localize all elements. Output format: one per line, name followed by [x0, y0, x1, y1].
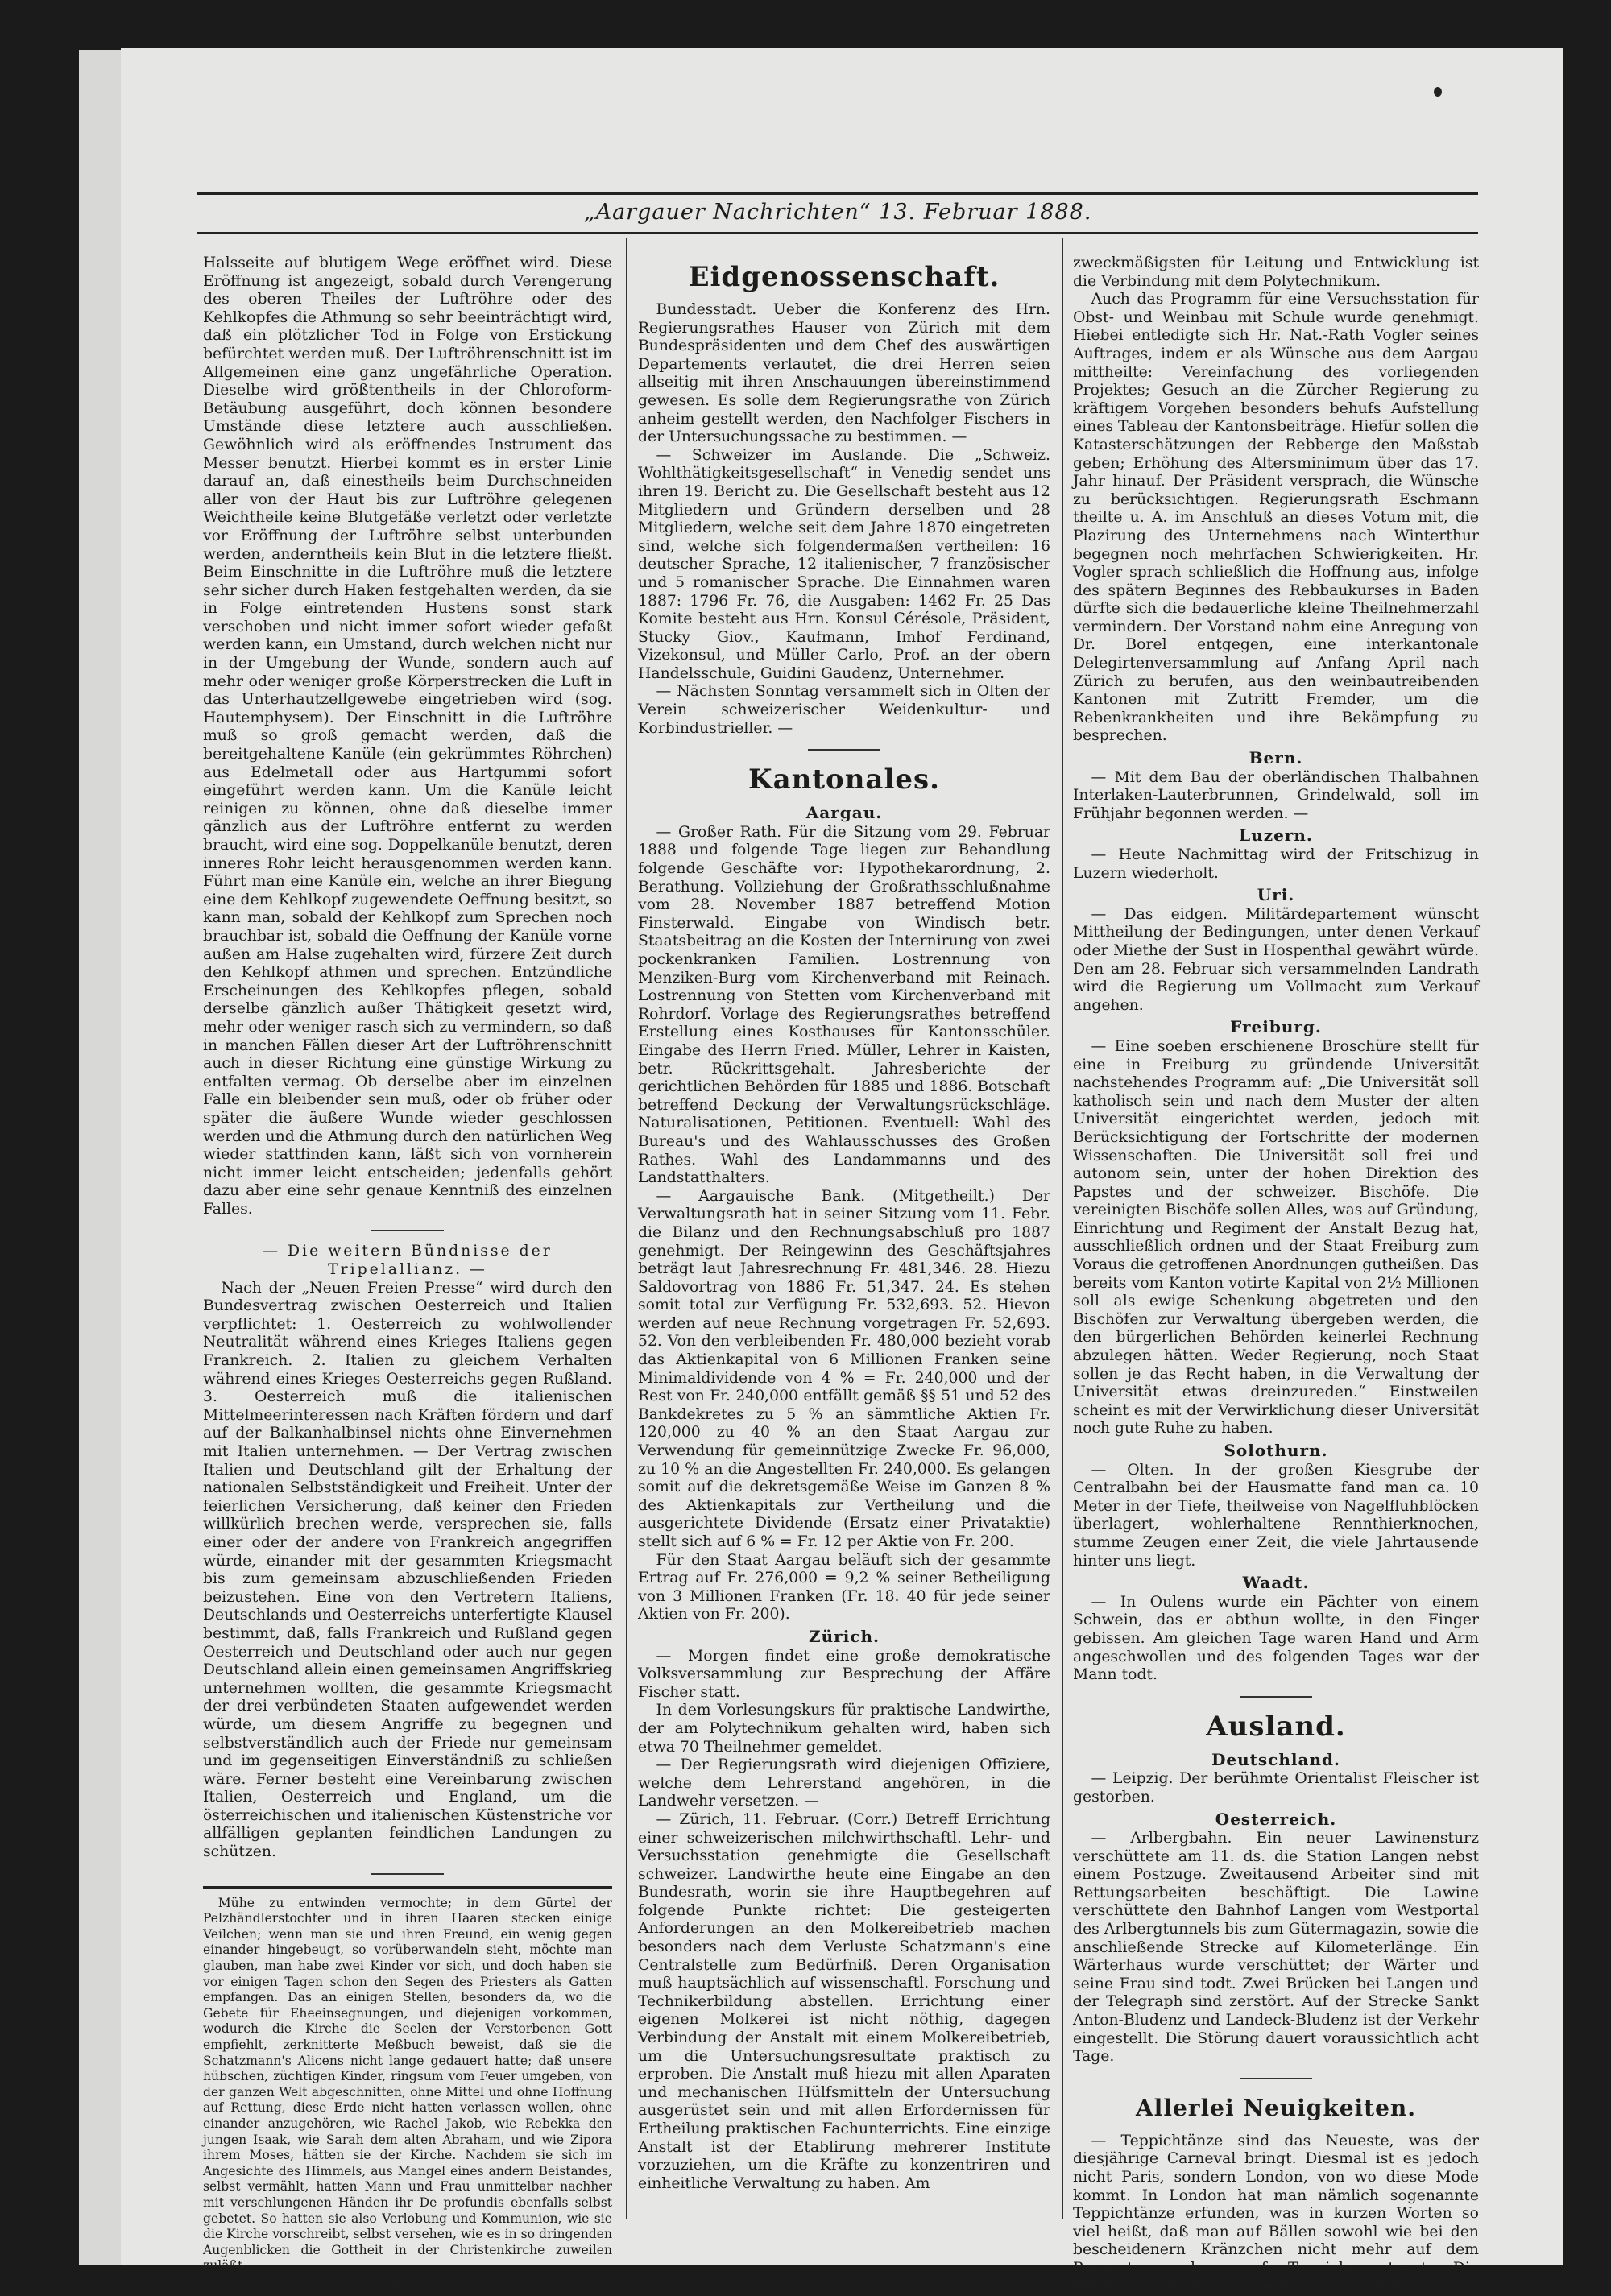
article-aargauische-bank: — Aargauische Bank. (Mitgetheilt.) Der Verwaltungsrath hat in seiner Sitzung vom 11. Febr. die Bilanz und den Rechnungsabschluß pro 1887 genehmigt. Der Reingewinn des Geschäftsjahres beträgt laut Jahresrechnung Fr. 481,346. 28. Hiezu Saldovortrag von 1886 Fr. 51,347. 24. Es stehen somit total zur Verfügung Fr. 532,693. 52. Hievon werden auf neue Rechnung vorgetragen Fr. 52,693. 52. Von den verbleibenden Fr. 480,000 bezieht vorab das Aktienkapital von 6 Millionen Franken seine Minimaldividende von 4 % = Fr. 240,000 und der Rest von Fr. 240,000 entfällt gemäß §§ 51 und 52 des Bankdekretes zu 5 % an sämmtliche Aktien Fr. 120,000 zu 40 % an den Staat Aargau zur Verwendung für gemeinnützige Zwecke Fr. 96,000, zu 10 % an die Angestellten Fr. 240,000. Es gelangen somit auf die dekretsgemäße Weise im Ganzen 8 % des Aktienkapitals zur Vertheilung und die ausgerichtete Dividende (Ersatz einer Privataktie) stellt sich auf 6 % = Fr. 12 per Aktie von Fr. 200. [638, 1187, 1050, 1550]
subheading-waadt: Waadt. [1242, 1573, 1310, 1593]
separator [371, 1230, 444, 1231]
separator [371, 1873, 444, 1875]
to-be-continued: (Schluß folgt.) [362, 2273, 453, 2289]
subheading-bern: Bern. [1249, 748, 1303, 768]
subheading-aargau: Aargau. [806, 803, 883, 823]
subheading-freiburg: Freiburg. [1230, 1017, 1322, 1037]
subheading-luzern: Luzern. [1239, 825, 1313, 846]
ink-spot [1434, 87, 1442, 97]
article-bundesstadt: Bundesstadt. Ueber die Konferenz des Hrn. Regierungsrathes Hauser von Zürich mit dem Bundespräsidenten und dem Chef des auswärtigen Departements verlautet, die drei Herren seien allseitig mit ihren Anschauungen übereinstimmend gewesen. Es solle dem Regierungsrathe von Zürich anheim gestellt werden, den Nachfolger Fischers in der Untersuchungssache zu bestimmen. — [638, 301, 1050, 446]
article-universitat: — Eine soeben erschienene Broschüre stellt für eine in Freiburg zu gründende Universität nachstehendes Programm auf: „Die Universität soll katholisch sein und nach dem Muster der alten Universität eingerichtet werden, jedoch mit Berücksichtigung der Fortschritte der modernen Wissenschaften. Die Universität soll frei und autonom sein, unter der hohen Direktion des Papstes und der schweizer. Bischöfe. Die vereinigten Bischöfe sollen Alles, was auf Gründung, Einrichtung und Regiment der Anstalt Bezug hat, ausschließlich ordnen und der Staat Freiburg zum Voraus die getroffenen Anordnungen gutheißen. Das bereits vom Kanton votirte Kapital von 2½ Millionen soll als ewige Schenkung abgetreten und den Bischöfen zur Verwaltung übergeben werden, die den bürgerlichen Behörden keinerlei Rechnung abzulegen hätten. Weder Regierung, noch Staat sollen je das Recht haben, in die Verwaltung der Universität etwas dreinzureden.“ Einstweilen scheint es mit der Verwirklichung dieser Universität noch gute Ruhe zu haben. [1073, 1037, 1479, 1438]
header-rule-top [197, 192, 1478, 195]
article-staat-aargau-ertrag: Für den Staat Aargau beläuft sich der gesammte Ertrag auf Fr. 276,000 = 9,2 % seiner Betheiligung von 3 Millionen Franken (Fr. 18. 40 für jede seiner Aktien von Fr. 200). [638, 1551, 1050, 1624]
feuilleton-text: Mühe zu entwinden vermochte; in dem Gürtel der Pelzhändlerstochter und in ihren Haaren stecken einige Veilchen; wenn man sie und ihren Freund, ein wenig gegen einander hingebeugt, so vorüberwandeln sieht, möchte man glauben, man habe zwei Kinder vor sich, und doch haben sie vor einigen Tagen schon den Segen des Priesters als Gatten empfangen. Das an einigen Stellen, besonders da, wo die Gebete für Eheeinsegnungen, und diejenigen vorkommen, wodurch die Kirche die Seelen der Verstorbenen Gott empfiehlt, zerknitterte Meßbuch beweist, daß sie die Schatzmann's Alicens nicht lange gedauert hatte; daß unsere hübschen, züchtigen Kinder, ringsum vom Feuer umgeben, von der ganzen Welt abgeschnitten, ohne Mittel und ohne Hoffnung auf Rettung, diese Erde nicht hatten verlassen wollen, ohne einander anzugehören, wie Rachel Jakob, wie Rebekka den jungen Isaak, wie Sarah dem alten Abraham, und wie Zipora ihrem Moses, hätten sie der Kirche. Nachdem sie sich im Angesichte des Himmels, aus Mangel eines andern Beistandes, selbst vermählt, hatten Mann und Frau unmittelbar nachher mit verschlungenen Händen ihr De profundis ebenfalls selbst gebetet. So hatten sie also Verlobung und Kommunion, wie sie die Kirche vorschreibt, selbst versehen, wie es in so dringenden Augenblicken die Gottheit in der Christenkirche zuweilen zuläßt. [203, 1895, 612, 2273]
subheading-uri: Uri. [1257, 885, 1295, 905]
article-thalbahnen: — Mit dem Bau der oberländischen Thalbahnen Interlaken-Lauterbrunnen, Grindelwald, soll im Frühjahr begonnen werden. — [1073, 768, 1479, 822]
section-heading-eidgenossenschaft: Eidgenossenschaft. [688, 261, 1000, 293]
subheading-oesterreich: Oesterreich. [1215, 1809, 1337, 1829]
column-3 [1073, 254, 1479, 2296]
separator [1240, 2078, 1312, 2079]
article-tracheotomy-continued: Halsseite auf blutigem Wege eröffnet wird. Diese Eröffnung ist angezeigt, sobald durch Verengerung des oberen Theiles der Luftröhre oder des Kehlkopfes die Athmung so sehr beeinträchtigt wird, daß ein plötzlicher Tod in Folge von Erstickung befürchtet werden muß. Der Luftröhrenschnitt ist im Allgemeinen eine ganz ungefährliche Operation. Dieselbe wird größtentheils in der Chloroform-Betäubung ausgeführt, doch können besondere Umstände diese letztere auch ausschließen. Gewöhnlich wird als eröffnendes Instrument das Messer benutzt. Hierbei kommt es in erster Linie darauf an, daß einestheils beim Durchschneiden aller von der Haut bis zur Luftröhre gelegenen Weichtheile keine Blutgefäße verletzt oder verletzte vor Eröffnung der Luftröhre selbst unterbunden werden, anderntheils kein Blut in die letztere fließt. Beim Einschnitte in die Luftröhre muß die letztere sehr sicher durch Haken festgehalten werden, da sie in Folge eintretenden Hustens sonst stark verschoben und nicht immer sofort wieder gefaßt werden kann, ein Umstand, durch welchen nicht nur in der Umgebung der Wunde, sondern auch auf mehr oder weniger große Körperstrecken die Luft in das Unterhautzellgewebe eingetrieben wird (sog. Hautemphysem). Der Einschnitt in die Luftröhre muß so groß gemacht werden, daß die bereitgehaltene Kanüle (ein gekrümmtes Röhrchen) aus Edelmetall oder aus Hartgummi sofort eingeführt werden kann. Um die Kanüle leicht reinigen zu können, ohne daß dieselbe immer gänzlich aus der Luftröhre entfernt zu werden braucht, wird eine sog. Doppelkanüle benutzt, deren inneres Rohr leicht herausgenommen werden kann. Führt man eine Kanüle ein, welche an ihrer Biegung eine dem Kehlkopf zugewendete Oeffnung besitzt, so kann man, sobald der Kehlkopf zum Sprechen noch brauchbar ist, sobald die Oeffnung der Kanüle vorne außen am Halse zugehalten wird, fürzere Zeit durch den Kehlkopf athmen und sprechen. Entzündliche Erscheinungen des Kehlkopfes pflegen, sobald derselbe gänzlich außer Thätigkeit gesetzt wird, mehr oder weniger rasch sich zu vermindern, so daß in manchen Fällen dieser Art der Luftröhrenschnitt auch in dieser Richtung eine günstige Wirkung zu entfalten vermag. Ob derselbe aber im einzelnen Falle ein bleibender sein muß, oder ob früher oder später die äußere Wunde wieder geschlossen werden und die Athmung durch den natürlichen Weg wieder stattfinden kann, läßt sich von vornherein nicht immer leicht entscheiden; jedenfalls gehört dazu aber eine sehr genaue Kenntniß des einzelnen Falles. [203, 254, 612, 1218]
article-alliance: Nach der „Neuen Freien Presse“ wird durch den Bundesvertrag zwischen Oesterreich und Italien verpflichtet: 1. Oesterreich zu wohlwollender Neutralität während eines Krieges Italiens gegen Frankreich. 2. Italien zu gleichem Verhalten während eines Krieges Oesterreichs gegen Rußland. 3. Oesterreich muß die italienischen Mittelmeerinteressen nach Kräften fördern und darf auf der Balkanhalbinsel nichts ohne Einvernehmen mit Italien unternehmen. — Der Vertrag zwischen Italien und Deutschland gilt der Erhaltung der nationalen Selbstständigkeit und Freiheit. Unter der feierlichen Versicherung, daß keiner den Frieden willkürlich brechen werde, versprechen sie, falls einer oder der andere von Frankreich angegriffen würde, einander mit der gesammten Kriegsmacht bis zum gemeinsam abzuschließenden Frieden beizustehen. Eine von den Vertretern Italiens, Deutschlands und Oesterreichs unterfertigte Klausel bestimmt, daß, falls Frankreich und Rußland gegen Oesterreich und Deutschland oder auch nur gegen Deutschland allein einen gemeinsamen Angriffskrieg unternehmen wollten, die gesammte Kriegsmacht der drei verbündeten Staaten aufgewendet werden würde, um diesem Angriffe zu begegnen und selbstverständlich auch der Friede nur gemeinsam und im gegenseitigen Einverständniß zu schließen wäre. Ferner besteht eine Vereinbarung zwischen Italien, Oesterreich und England, um die österreichischen und italienischen Küstenstriche vor allfälligen geplanten feindlichen Landungen zu schützen. [203, 1279, 612, 1861]
column-divider-2 [1062, 238, 1063, 2219]
separator [1240, 1696, 1312, 1698]
article-teppichtanze: — Teppichtänze sind das Neueste, was der diesjährige Carneval bringt. Diesmal ist es jedoch nicht Paris, sondern London, von wo diese Mode kommt. In London hat man nämlich sogenannte Teppichtänze erfunden, was in kurzen Worten so viel heißt, daß man auf Bällen sowohl wie bei den bescheidenern Kränzchen nicht mehr auf dem Parquet, sondern auf Teppichen tanzt. Die Neuerung wird für so zweckmäßig gehalten, [1073, 2132, 1479, 2295]
article-olten-verein: — Nächsten Sonntag versammelt sich in Olten der Verein schweizerischer Weidenkultur- und Korbindustrieller. — [638, 683, 1050, 737]
article-obst-weinbau: Auch das Programm für eine Versuchsstation für Obst- und Weinbau mit Schule wurde genehmigt. Hiebei entledigte sich Hr. Nat.-Rath Vogler seines Auftrages, indem er als Wünsche aus dem Aargau mittheilte: Vereinfachung des vorliegenden Projektes; Gesuch an die Zürcher Regierung zu kräftigem Vorgehen besonders behufs Aufstellung eines Tableau der Kantonsbeiträge. Hiefür sollen die Katasterschätzungen der Rebberge den Maßstab geben; Erhöhung des Altersminimum über das 17. Jahr hinauf. Der Präsident versprach, die Wünsche zu berücksichtigen. Regierungsrath Eschmann theilte u. A. im Anschluß an dieses Votum mit, die Plazirung des Unternehmens nach Winterthur begegnen noch mehrfachen Schwierigkeiten. Hr. Vogler sprach schließlich die Hoffnung aus, infolge des spätern Beginnes des Rebbaukurses in Baden dürfte sich die bedauerliche kleine Theilnehmerzahl vermindern. Der Vorstand nahm eine Anregung von Dr. Borel entgegen, eine interkantonale Delegirtenversammlung auf Anfang April nach Zürich zu berufen, aus den weinbautreibenden Kantonen mit Zutritt Fremder, um die Rebenkrankheiten und ihre Bekämpfung zu besprechen. [1073, 291, 1479, 745]
article-oulens: — In Oulens wurde ein Pächter von einem Schwein, das er abthun wollte, in den Finger gebissen. Am gleichen Tage waren Hand und Arm angeschwollen und des folgenden Tages war der Mann todt. [1073, 1593, 1479, 1684]
section-heading-allerlei: Allerlei Neuigkeiten. [1135, 2094, 1417, 2121]
page-header: „Aargauer Nachrichten“ 13. Februar 1888. [583, 200, 1092, 225]
article-sust-hospenthal: — Das eidgen. Militärdepartement wünscht Mittheilung der Bedingungen, unter denen Verkauf oder Miethe der Sust in Hospenthal gewährt würde. Den am 28. Februar sich versammelnden Landrath wird die Regierung um Vollmacht zum Verkauf angehen. [1073, 905, 1479, 1014]
subheading-zurich: Zürich. [809, 1626, 880, 1646]
article-title-alliance: — Die weitern Bündnisse der Tripelallianz. — [263, 1243, 553, 1279]
article-versuchsstation-continued: zweckmäßigsten für Leitung und Entwicklung ist die Verbindung mit dem Polytechnikum. [1073, 254, 1479, 290]
article-grosser-rath: — Großer Rath. Für die Sitzung vom 29. Februar 1888 und folgende Tage liegen zur Behandlung folgende Geschäfte vor: Hypothekarordnung, 2. Berathung. Vollziehung der Großrathsschlußnahme vom 28. November 1887 betreffend Motion Finsterwald. Eingabe von Windisch betr. Staatsbeitrag an die Kosten der Internirung von zwei pockenkranken Familien. Lostrennung von Menziken-Burg vom Kirchenverband mit Reinach. Lostrennung von Stetten vom Kirchenverband mit Rohrdorf. Vorlage des Regierungsrathes betreffend Erstellung eines Kosthauses für Kantonsschüler. Eingabe des Herrn Fried. Müller, Lehrer in Kaisten, betr. Rückrittsgehalt. Jahresberichte der gerichtlichen Behörden für 1885 und 1886. Botschaft betreffend Deckung der Verwaltungsrückschläge. Naturalisationen, Petitionen. Eventuell: Wahl des Bureau's und des Wahlausschusses des Großen Rathes. Wahl des Landammanns und des Landstatthalters. [638, 823, 1050, 1187]
subheading-deutschland: Deutschland. [1211, 1749, 1340, 1769]
column-1 [203, 254, 612, 2290]
article-arlbergbahn: — Arlbergbahn. Ein neuer Lawinensturz verschüttete am 11. ds. die Station Langen nebst einem Postzuge. Zweitausend Arbeiter sind mit Rettungsarbeiten beschäftigt. Die Lawine verschüttete den Bahnhof Langen vom Westportal des Arlbergtunnels bis zum Gütermagazin, sowie die anschließende Strecke auf Kilometerlänge. Ein Wärterhaus wurde verschüttet; der Wärter und seine Frau sind todt. Zwei Brücken bei Langen und der Telegraph sind zerstört. Auf der Strecke Sankt Anton-Bludenz und Landeck-Bludenz ist der Verkehr eingestellt. Die Störung dauert voraussichtlich acht Tage. [1073, 1830, 1479, 2066]
article-volksversammlung: — Morgen findet eine große demokratische Volksversammlung zur Besprechung der Affäre Fischer statt. [638, 1647, 1050, 1701]
article-versuchsstation: — Zürich, 11. Februar. (Corr.) Betreff Errichtung einer schweizerischen milchwirthschaftl. Lehr- und Versuchsstation genehmigte die Gesellschaft schweizer. Landwirthe heute eine Eingabe an den Bundesrath, worin sie ihre Hauptbegehren auf folgende Punkte richtet: Die gesteigerten Anforderungen an den Molkereibetrieb machen besonders nach dem Verluste Schatzmann's eine Centralstelle zum Bedürfniß. Deren Organisation muß hauptsächlich auf wissenschaftl. Forschung und Technikerbildung abstellen. Errichtung einer eigenen Molkerei ist nicht nöthig, dagegen Verbindung der Anstalt mit einem Molkereibetrieb, um die Untersuchungsresultate praktisch zu erproben. Die Anstalt muß hiezu mit allen Aparaten und mechanischen Hülfsmitteln der Untersuchung ausgerüstet sein und mit allen Erfordernissen für Ertheilung praktischen Fachunterrichts. Eine einzige Anstalt ist der Etablirung mehrerer Institute vorzuziehen, um die Kräfte zu konzentriren und einheitliche Verwaltung zu haben. Am [638, 1810, 1050, 2192]
article-offiziere: — Der Regierungsrath wird diejenigen Offiziere, welche dem Lehrerstand angehören, in die Landwehr versetzen. — [638, 1756, 1050, 1810]
article-fritschizug: — Heute Nachmittag wird der Fritschizug in Luzern wiederholt. [1073, 846, 1479, 882]
article-vorlesungskurs: In dem Vorlesungskurs für praktische Landwirthe, der am Polytechnikum gehalten wird, haben sich etwa 70 Theilnehmer gemeldet. [638, 1702, 1050, 1756]
column-2 [638, 254, 1050, 2193]
subheading-solothurn: Solothurn. [1224, 1441, 1328, 1460]
feuilleton-rule [203, 1886, 612, 1889]
article-kiesgrube: — Olten. In der großen Kiesgrube der Centralbahn bei der Hausmatte fand man ca. 10 Meter in der Tiefe, theilweise von Nagelfluhblöcken überlagert, wohlerhaltene Rennthierknochen, stumme Zeugen einer Zeit, die viele Jahrtausende hinter uns liegt. [1073, 1461, 1479, 1570]
article-leipzig: — Leipzig. Der berühmte Orientalist Fleischer ist gestorben. [1073, 1770, 1479, 1806]
separator [808, 749, 880, 751]
section-heading-ausland: Ausland. [1206, 1710, 1346, 1743]
header-rule-bottom [197, 232, 1478, 234]
column-divider-1 [626, 238, 627, 2219]
section-heading-kantonales: Kantonales. [748, 763, 940, 796]
article-schweizer-im-auslande: — Schweizer im Auslande. Die „Schweiz. Wohlthätigkeitsgesellschaft“ in Venedig sendet uns ihren 19. Bericht zu. Die Gesellschaft besteht aus 12 Mitgliedern und Gründern derselben und 28 Mitgliedern, welche seit dem Jahre 1870 eingetreten sind, welche sich folgendermaßen vertheilen: 16 deutscher Sprache, 12 italienischer, 7 französischer und 5 romanischer Sprache. Die Einnahmen waren 1887: 1796 Fr. 76, die Ausgaben: 1462 Fr. 25 Das Komite besteht aus Hrn. Konsul Cérésole, Präsident, Stucky Giov., Kaufmann, Imhof Ferdinand, Vizekonsul, und Müller Carlo, Prof. an der obern Handelsschule, Guidini Gaudenz, Unternehmer. [638, 446, 1050, 682]
